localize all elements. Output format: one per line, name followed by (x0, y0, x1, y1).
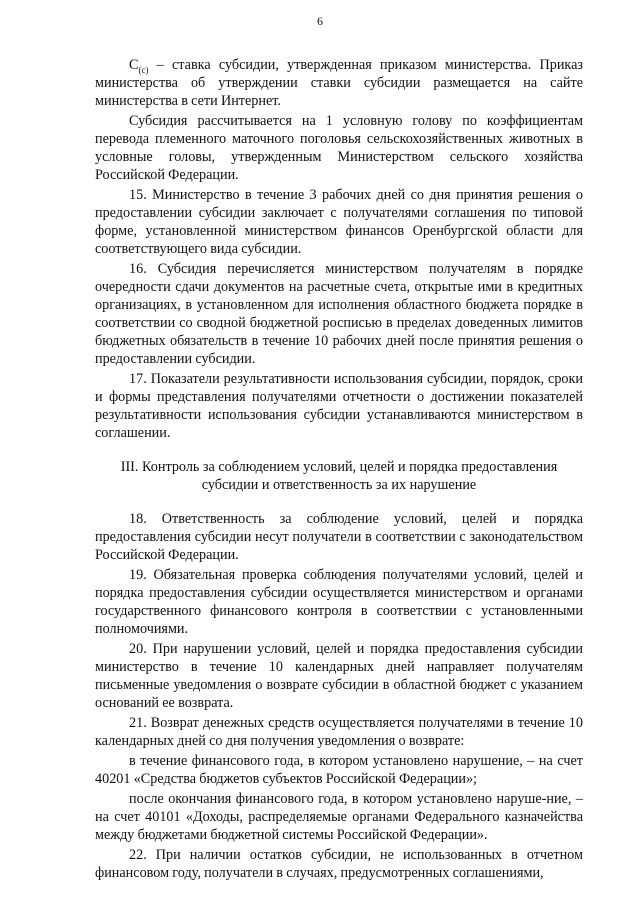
formula-subscript: (c) (138, 64, 149, 75)
paragraph-22: 22. При наличии остатков субсидии, не использованных в отчетном финансовом году, получатели в случаях, предусмотренных соглашениями, (95, 847, 583, 881)
paragraph-20: 20. При нарушении условий, целей и порядка предоставления субсидии министерство в течение 10 календарных дней направляет получателям письменные уведомления о возврате субсидии в областной бюджет с указанием оснований ее возврата. (95, 641, 583, 711)
paragraph-21: 21. Возврат денежных средств осуществляется получателями в течение 10 календарных дней со дня получения уведомления о возврате: (95, 715, 583, 749)
section-heading (95, 458, 583, 494)
section-heading-line-2: субсидии и ответственность за их нарушение (201, 477, 477, 493)
formula-symbol: C (129, 57, 139, 73)
formula-definition (95, 56, 583, 110)
section-heading-line-1: III. Контроль за соблюдением условий, целей и порядка предоставления (120, 459, 558, 475)
page-number: 6 (317, 14, 323, 28)
paragraph-17: 17. Показатели результативности использования субсидии, порядок, сроки и формы представления получателями отчетности о достижении показателей результативности использования субсидии устанавливаются министерством в соглашении. (95, 371, 583, 441)
paragraph-15: 15. Министерство в течение 3 рабочих дней со дня принятия решения о предоставлении субсидии заключает с получателями соглашения по типовой форме, установленной министерством финансов Оренбургской области для соответствующего вида субсидии. (95, 187, 583, 257)
paragraph-16: 16. Субсидия перечисляется министерством получателям в порядке очередности сдачи документов на расчетные счета, открытые ими в кредитных организациях, в установленном для исполнения областного бюджета порядке в соответствии со сводной бюджетной росписью в пределах доведенных лимитов бюджетных обязательств в течение 10 рабочих дней после принятия решения о предоставлении субсидии. (95, 261, 583, 367)
document-body (95, 56, 583, 884)
paragraph-subsidy-calculation: Субсидия рассчитывается на 1 условную голову по коэффициентам перевода племенного маточного поголовья сельскохозяйственных животных в условные головы, утвержденным Министерством сельского хозяйства Российской Федерации. (95, 113, 583, 183)
paragraph-21-item-1: в течение финансового года, в котором установлено нарушение, – на счет 40201 «Средства бюджетов субъектов Российской Федерации»; (95, 753, 583, 787)
paragraph-21-item-2: после окончания финансового года, в котором установлено наруше-ние, – на счет 40101 «Доходы, распределяемые органами Федерального казначейства между бюджетами бюджетной системы Российской Федерации». (95, 791, 583, 843)
paragraph-19: 19. Обязательная проверка соблюдения получателями условий, целей и порядка предоставления субсидии осуществляется министерством и органами государственного финансового контроля в соответствии с установленными полномочиями. (95, 567, 583, 637)
paragraph-18: 18. Ответственность за соблюдение условий, целей и порядка предоставления субсидии несут получатели в соответствии с законодательством Российской Федерации. (95, 511, 583, 563)
formula-definition-text: – ставка субсидии, утвержденная приказом министерства. Приказ министерства об утверждении ставки субсидии размещается на сайте министерства в сети Интернет. (95, 57, 583, 109)
